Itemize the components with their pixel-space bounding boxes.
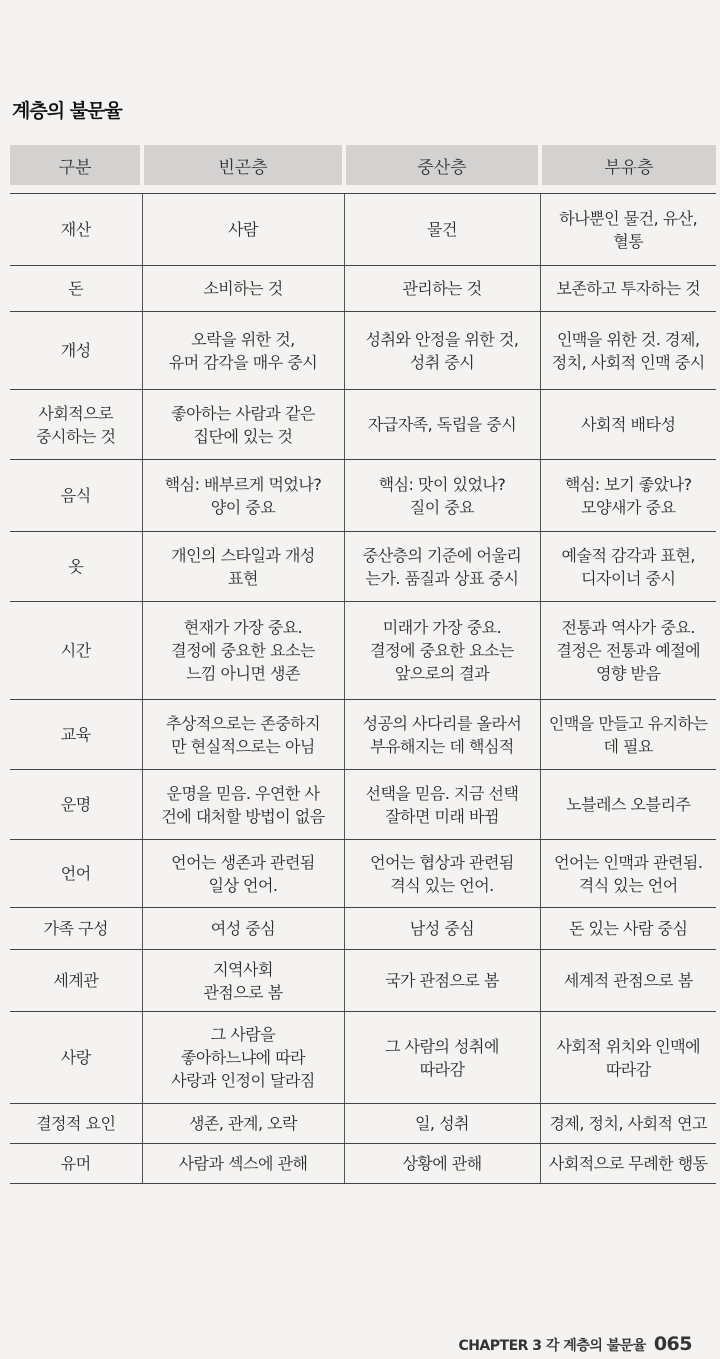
cell-poor: 좋아하는 사람과 같은 집단에 있는 것 <box>142 390 344 460</box>
cell-rich: 언어는 인맥과 관련됨. 격식 있는 언어 <box>540 840 716 908</box>
class-rules-table <box>10 145 716 1184</box>
cell-middle: 물건 <box>344 194 540 266</box>
cell-middle: 언어는 협상과 관련됨 격식 있는 언어. <box>344 840 540 908</box>
table-row <box>10 194 716 266</box>
header-category: 구분 <box>10 145 142 185</box>
cell-poor: 소비하는 것 <box>142 266 344 312</box>
row-label: 세계관 <box>10 950 142 1012</box>
table-row <box>10 908 716 950</box>
cell-rich: 하나뿐인 물건, 유산, 혈통 <box>540 194 716 266</box>
table-row <box>10 700 716 770</box>
table-row <box>10 532 716 602</box>
cell-poor: 추상적으로는 존중하지 만 현실적으로는 아님 <box>142 700 344 770</box>
cell-middle: 남성 중심 <box>344 908 540 950</box>
table-row <box>10 390 716 460</box>
cell-poor: 생존, 관계, 오락 <box>142 1104 344 1144</box>
row-label: 사회적으로 중시하는 것 <box>10 390 142 460</box>
table-row <box>10 1144 716 1184</box>
cell-poor: 현재가 가장 중요. 결정에 중요한 요소는 느낌 아니면 생존 <box>142 602 344 700</box>
page-footer <box>458 1333 692 1355</box>
row-label: 음식 <box>10 460 142 532</box>
chapter-label: CHAPTER 3 각 계층의 불문율 <box>458 1338 646 1354</box>
cell-middle: 핵심: 맛이 있었나? 질이 중요 <box>344 460 540 532</box>
header-middle: 중산층 <box>344 145 540 185</box>
row-label: 교육 <box>10 700 142 770</box>
table-row <box>10 840 716 908</box>
table-row <box>10 602 716 700</box>
cell-middle: 상황에 관해 <box>344 1144 540 1184</box>
table-row <box>10 950 716 1012</box>
cell-middle: 중산층의 기준에 어울리 는가. 품질과 상표 중시 <box>344 532 540 602</box>
table-row <box>10 312 716 390</box>
cell-rich: 인맥을 위한 것. 경제, 정치, 사회적 인맥 중시 <box>540 312 716 390</box>
row-label: 가족 구성 <box>10 908 142 950</box>
cell-poor: 지역사회 관점으로 봄 <box>142 950 344 1012</box>
row-label: 개성 <box>10 312 142 390</box>
section-title: 계층의 불문율 <box>12 100 122 122</box>
table-row <box>10 1104 716 1144</box>
cell-poor: 여성 중심 <box>142 908 344 950</box>
cell-middle: 자급자족, 독립을 중시 <box>344 390 540 460</box>
cell-middle: 성공의 사다리를 올라서 부유해지는 데 핵심적 <box>344 700 540 770</box>
cell-rich: 사회적으로 무례한 행동 <box>540 1144 716 1184</box>
cell-rich: 인맥을 만들고 유지하는 데 필요 <box>540 700 716 770</box>
row-label: 옷 <box>10 532 142 602</box>
row-label: 유머 <box>10 1144 142 1184</box>
header-poor: 빈곤층 <box>142 145 344 185</box>
table-row <box>10 266 716 312</box>
cell-middle: 선택을 믿음. 지금 선택 잘하면 미래 바뀜 <box>344 770 540 840</box>
cell-rich: 노블레스 오블리주 <box>540 770 716 840</box>
cell-poor: 사람과 섹스에 관해 <box>142 1144 344 1184</box>
row-label: 운명 <box>10 770 142 840</box>
cell-rich: 예술적 감각과 표현, 디자이너 중시 <box>540 532 716 602</box>
table-row <box>10 770 716 840</box>
cell-rich: 세계적 관점으로 봄 <box>540 950 716 1012</box>
cell-rich: 사회적 배타성 <box>540 390 716 460</box>
cell-poor: 언어는 생존과 관련됨 일상 언어. <box>142 840 344 908</box>
header-rich: 부유층 <box>540 145 716 185</box>
row-label: 사랑 <box>10 1012 142 1104</box>
cell-middle: 성취와 안정을 위한 것, 성취 중시 <box>344 312 540 390</box>
cell-poor: 핵심: 배부르게 먹었나? 양이 중요 <box>142 460 344 532</box>
table-row <box>10 460 716 532</box>
table-body <box>10 185 716 1184</box>
row-label: 재산 <box>10 194 142 266</box>
cell-rich: 경제, 정치, 사회적 연고 <box>540 1104 716 1144</box>
cell-rich: 전통과 역사가 중요. 결정은 전통과 예절에 영향 받음 <box>540 602 716 700</box>
row-label: 언어 <box>10 840 142 908</box>
row-label: 돈 <box>10 266 142 312</box>
cell-poor: 운명을 믿음. 우연한 사 건에 대처할 방법이 없음 <box>142 770 344 840</box>
cell-poor: 사람 <box>142 194 344 266</box>
table-header <box>10 145 716 185</box>
cell-rich: 보존하고 투자하는 것 <box>540 266 716 312</box>
row-label: 결정적 요인 <box>10 1104 142 1144</box>
cell-middle: 일, 성취 <box>344 1104 540 1144</box>
cell-middle: 국가 관점으로 봄 <box>344 950 540 1012</box>
cell-middle: 관리하는 것 <box>344 266 540 312</box>
cell-rich: 핵심: 보기 좋았나? 모양새가 중요 <box>540 460 716 532</box>
page-number: 065 <box>653 1333 692 1355</box>
cell-poor: 개인의 스타일과 개성 표현 <box>142 532 344 602</box>
cell-middle: 그 사람의 성취에 따라감 <box>344 1012 540 1104</box>
cell-rich: 돈 있는 사람 중심 <box>540 908 716 950</box>
cell-rich: 사회적 위치와 인맥에 따라감 <box>540 1012 716 1104</box>
table-row <box>10 1012 716 1104</box>
cell-poor: 오락을 위한 것, 유머 감각을 매우 중시 <box>142 312 344 390</box>
row-label: 시간 <box>10 602 142 700</box>
cell-poor: 그 사람을 좋아하느냐에 따라 사랑과 인정이 달라짐 <box>142 1012 344 1104</box>
cell-middle: 미래가 가장 중요. 결정에 중요한 요소는 앞으로의 결과 <box>344 602 540 700</box>
